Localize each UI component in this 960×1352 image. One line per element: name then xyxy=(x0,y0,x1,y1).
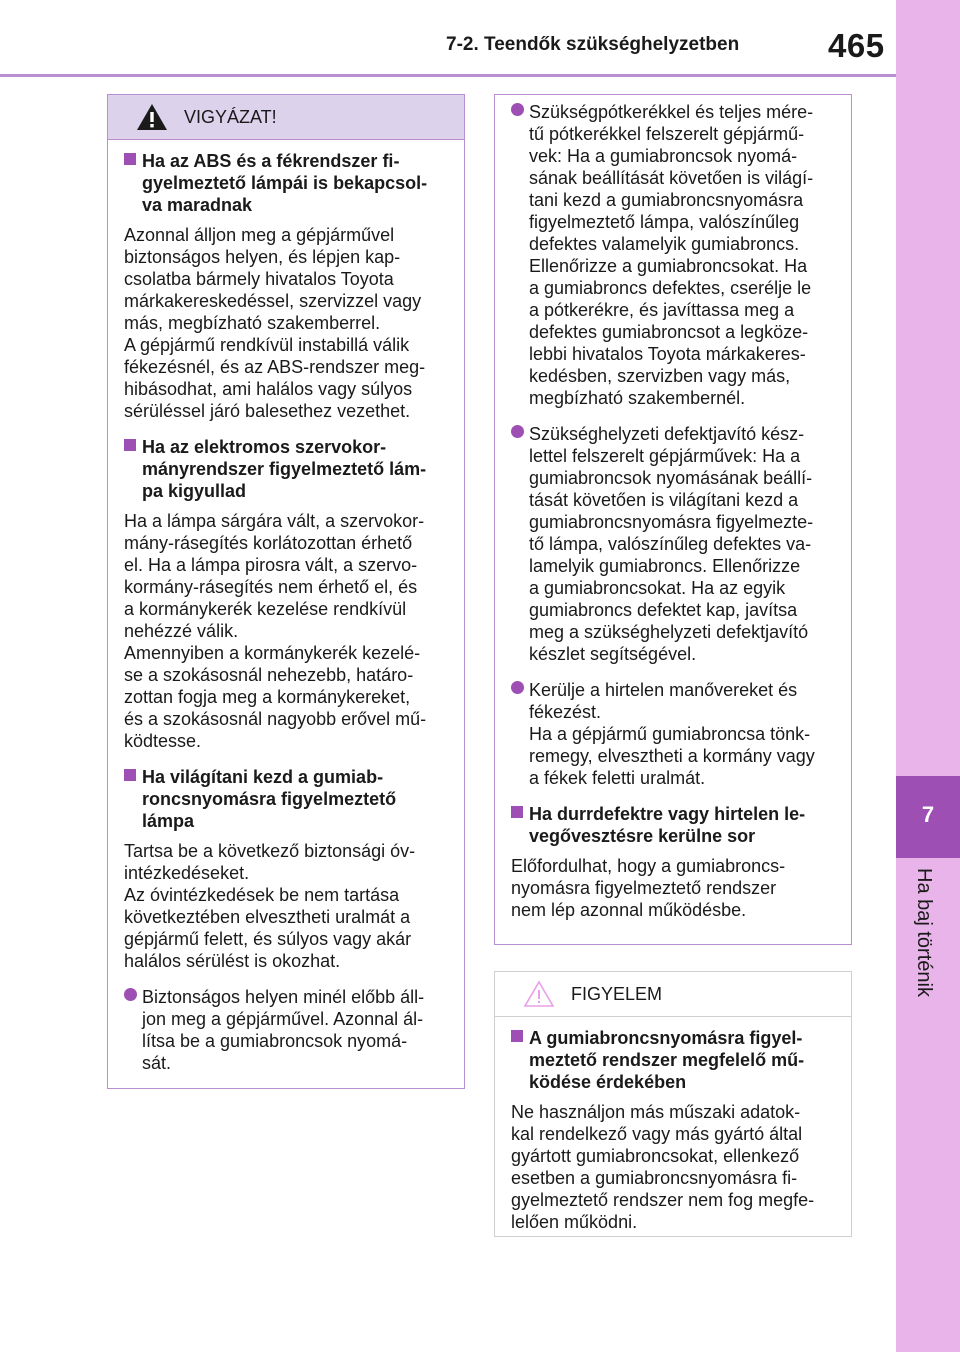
notice-header xyxy=(495,972,851,1017)
caution-dot-text: Szükséghelyzeti defektjavító kész- lettel felszerelt gépjárművek: Ha a gumiabroncsok nyomásának beállí- tását követően is világítani kezd a gumiabroncsnyomásra figyelmezte- tő lámpa, valószínűleg defektes va- lamelyik gumiabroncs. Ellenőrizze a gumiabroncsokat. Ha az egyik gumiabroncs defektet kap, javítsa meg a szükséghelyzeti defektjavító készlet segítségével. xyxy=(529,424,814,664)
chapter-title: Ha baj történik xyxy=(913,868,935,997)
chapter-number: 7 xyxy=(921,802,935,827)
chapter-number-box xyxy=(896,776,960,858)
caution-item xyxy=(511,803,837,921)
notice-item xyxy=(511,1027,837,1233)
section-title: 7-2. Teendők szükséghelyzetben xyxy=(446,34,740,55)
round-bullet-icon xyxy=(511,103,524,116)
caution-item-title: Ha az ABS és a fékrendszer fi- gyelmeztető lámpái is bekapcsol- va maradnak xyxy=(142,151,428,215)
caution-dot-text: Kerülje a hirtelen manővereket és fékezést. Ha a gépjármű gumiabroncsa tönk- remegy, elvesztheti a kormány vagy a fékek feletti uralmát. xyxy=(529,680,815,788)
warning-outline-icon xyxy=(523,980,555,1008)
square-bullet-icon xyxy=(511,806,523,818)
round-bullet-icon xyxy=(511,681,524,694)
caution-item-title: Ha az elektromos szervokor- mányrendszer figyelmeztető lám- pa kigyullad xyxy=(142,437,427,501)
warning-icon xyxy=(136,103,168,131)
caution-dot-item xyxy=(124,986,450,1074)
caution-item-text: Ha a lámpa sárgára vált, a szervokor- mány-rásegítés korlátozottan érhető el. Ha a lámpa pirosra vált, a szervo- kormány-rásegítés nem érhető el, és a kormánykerék kezelése rendkívül nehézzé válik. Amennyiben a kormánykerék kezelé- se a szokásosnál nehezebb, határo- zottan fogja meg a kormánykereket, és a szokásosnál nagyobb erővel mű- ködtesse. xyxy=(124,511,427,751)
caution-dot-text: Szükségpótkerékkel és teljes mére- tű pótkerékkel felszerelt gépjármű- vek: Ha a gumiabroncsok nyomá- sának beállítását követően is világí- tani kezd a gumiabroncsnyomásra figyelmeztető lámpa, valószínűleg defektes valamelyik gumiabroncs. Ellenőrizze a gumiabroncsokat. Ha a gumiabroncs defektes, cserélje le a pótkerékre, és javíttassa meg a defektes gumiabroncsot a legköze- lebbi hivatalos Toyota márkakeres- kedésben, szervizben vagy más, megbízható szakembernél. xyxy=(529,102,814,408)
square-bullet-icon xyxy=(124,153,136,165)
square-bullet-icon xyxy=(511,1030,523,1042)
caution-dot-item xyxy=(511,423,837,665)
notice-item-text: Ne használjon más műszaki adatok- kal rendelkező vagy más gyártó által gyártott gumiabroncsokat, ellenkező esetben a gumiabroncsnyomásra fi- gyelmeztető rendszer nem fog megfe- lelően működni. xyxy=(511,1102,815,1232)
caution-dot-text: Biztonságos helyen minél előbb áll- jon meg a gépjárművel. Azonnal ál- lítsa be a gumiabroncsok nyomá- sát. xyxy=(142,987,425,1073)
caution-item-title: Ha világítani kezd a gumiab- roncsnyomásra figyelmeztető lámpa xyxy=(142,767,397,831)
caution-item-text: Azonnal álljon meg a gépjárművel biztonságos helyen, és lépjen kap- csolatba bármely hivatalos Toyota márkakereskedéssel, szervizzel vagy más, megbízható szakemberrel. A gépjármű rendkívül instabillá válik fékezésnél, és az ABS-rendszer meg- hibásodhat, ami halálos vagy súlyos sérüléssel járó balesethez vezethet. xyxy=(124,225,426,421)
caution-item xyxy=(124,766,450,972)
notice-title: FIGYELEM xyxy=(571,984,663,1004)
caution-dot-item xyxy=(511,679,837,789)
caution-item-text: Előfordulhat, hogy a gumiabroncs- nyomásra figyelmeztető rendszer nem lép azonnal működésbe. xyxy=(511,856,786,920)
caution-title: VIGYÁZAT! xyxy=(184,107,277,127)
square-bullet-icon xyxy=(124,769,136,781)
caution-item-text: Tartsa be a következő biztonsági óv- intézkedéseket. Az óvintézkedések be nem tartása következtében elvesztheti uralmát a gépjármű felett, és súlyos vagy akár halálos sérülést is okozhat. xyxy=(124,841,416,971)
caution-item-title: Ha durrdefektre vagy hirtelen le- vegővesztésre kerülne sor xyxy=(529,804,806,846)
caution-item xyxy=(124,436,450,752)
caution-item xyxy=(124,150,450,422)
chapter-side-tab xyxy=(896,0,960,1352)
round-bullet-icon xyxy=(511,425,524,438)
caution-dot-item xyxy=(511,101,837,409)
notice-box xyxy=(494,971,852,1237)
notice-item-title: A gumiabroncsnyomásra figyel- meztető rendszer megfelelő mű- ködése érdekében xyxy=(529,1028,805,1092)
header-divider xyxy=(0,74,896,77)
caution-box xyxy=(107,94,465,1089)
caution-continued-box xyxy=(494,94,852,945)
page-number: 465 xyxy=(828,27,885,64)
round-bullet-icon xyxy=(124,988,137,1001)
square-bullet-icon xyxy=(124,439,136,451)
caution-header xyxy=(108,95,464,140)
